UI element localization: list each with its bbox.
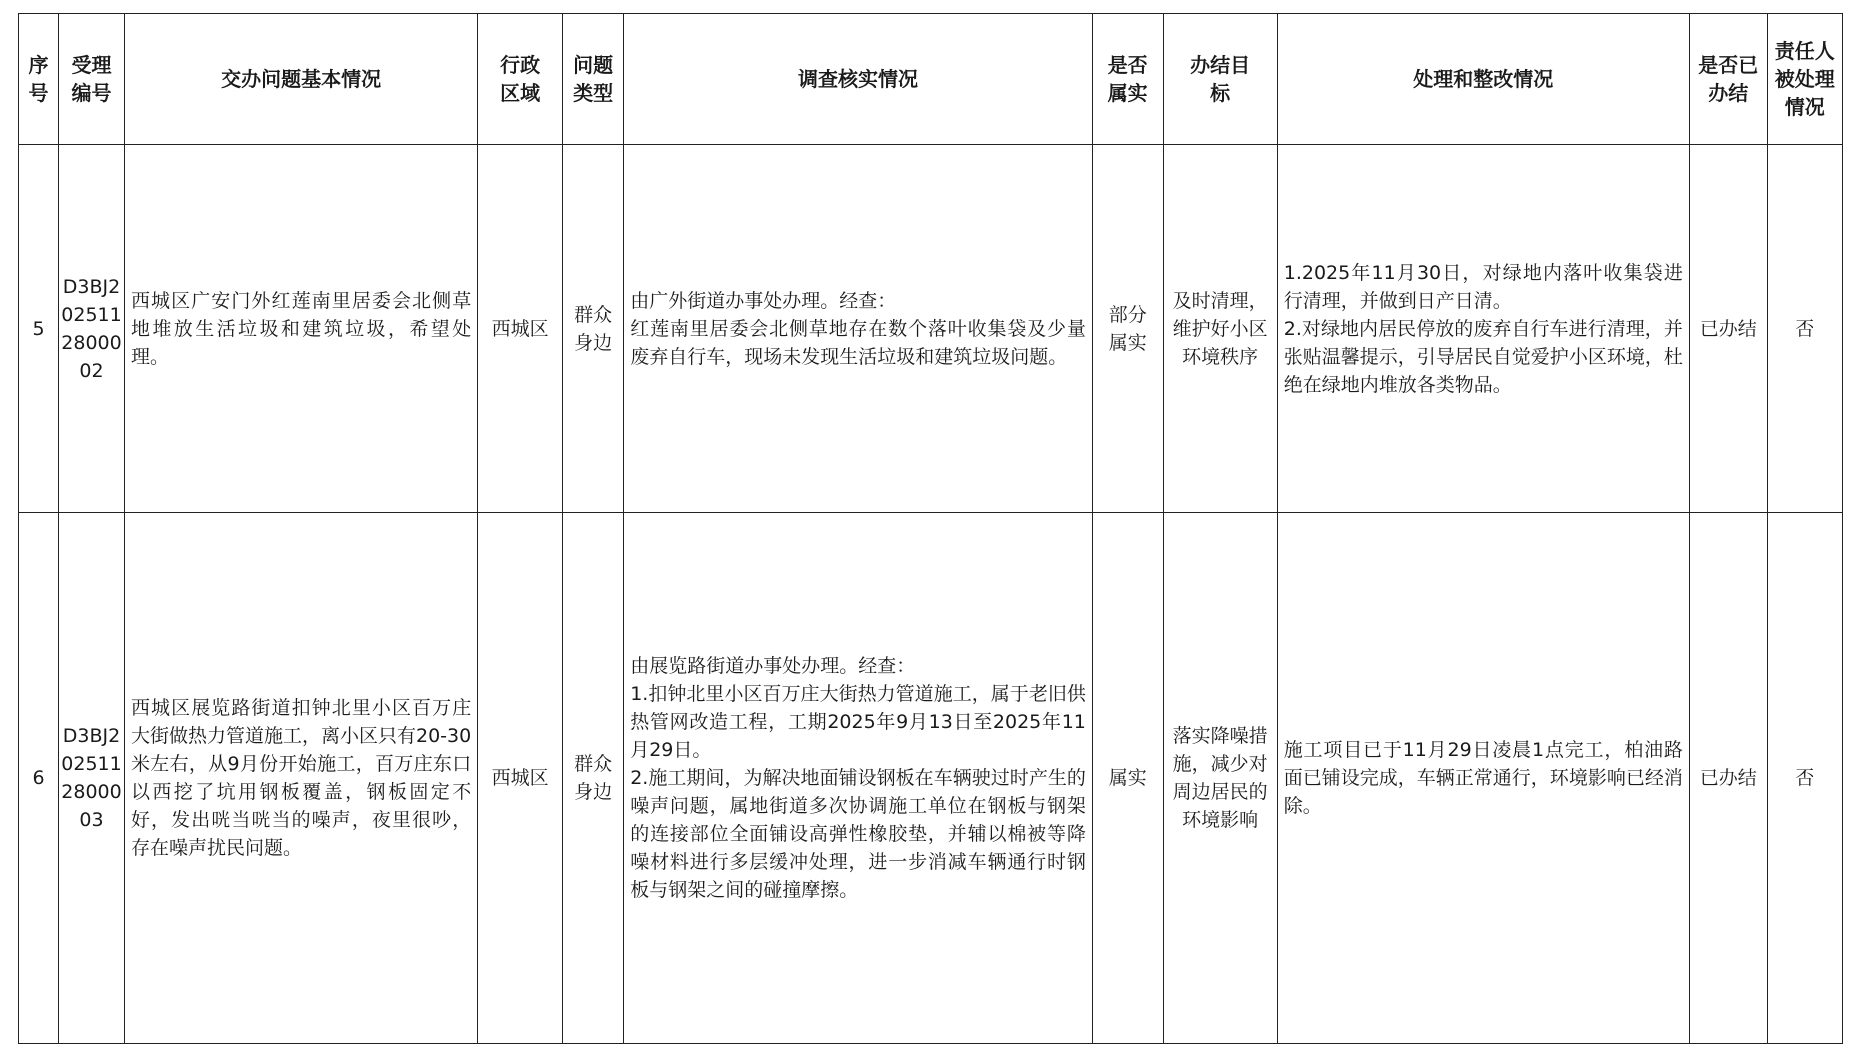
investigation-line: 由广外街道办事处办理。经查： [630, 289, 897, 312]
cell-investigation [624, 145, 1093, 513]
header-row [19, 14, 1843, 145]
investigation-line: 由展览路街道办事处办理。经查： [630, 655, 916, 677]
cell-closed: 已办结 [1689, 513, 1767, 1044]
cell-punished: 否 [1767, 145, 1842, 513]
handling-line: 1.2025年11月30日，对绿地内落叶收集袋进行清理，并做到日产日清。 [1283, 261, 1683, 312]
cell-investigation [624, 513, 1093, 1044]
table-header [19, 14, 1843, 145]
header-handling: 处理和整改情况 [1277, 14, 1689, 145]
cell-district: 西城区 [478, 513, 563, 1044]
cell-case-no: D3BJ2025112800003 [59, 513, 125, 1044]
investigation-line: 2.施工期间，为解决地面铺设钢板在车辆驶过时产生的噪声问题，属地街道多次协调施工单位在钢板与钢架的连接部位全面铺设高弹性橡胶垫，并辅以棉被等降噪材料进行多层缓冲处理，进一步消减车辆通行时钢板与钢架之间的碰撞摩擦。 [630, 767, 1086, 901]
cell-punished: 否 [1767, 513, 1842, 1044]
header-goal: 办结目标 [1163, 14, 1277, 145]
header-is-true: 是否属实 [1092, 14, 1163, 145]
cell-district: 西城区 [478, 145, 563, 513]
cell-case-no: D3BJ2025112800002 [59, 145, 125, 513]
cell-type: 群众身边 [563, 513, 624, 1044]
cell-handling [1277, 513, 1689, 1044]
cell-goal: 落实降噪措施，减少对周边居民的环境影响 [1163, 513, 1277, 1044]
cell-handling [1277, 145, 1689, 513]
header-punished: 责任人被处理情况 [1767, 14, 1842, 145]
header-district: 行政区域 [478, 14, 563, 145]
cell-problem: 西城区广安门外红莲南里居委会北侧草地堆放生活垃圾和建筑垃圾，希望处理。 [124, 145, 477, 513]
header-case-no: 受理编号 [59, 14, 125, 145]
header-problem: 交办问题基本情况 [124, 14, 477, 145]
cell-problem: 西城区展览路街道扣钟北里小区百万庄大街做热力管道施工，离小区只有20-30米左右，从9月份开始施工，百万庄东口以西挖了坑用钢板覆盖，钢板固定不好，发出咣当咣当的噪声，夜里很吵，存在噪声扰民问题。 [124, 513, 477, 1044]
cell-goal: 及时清理，维护好小区环境秩序 [1163, 145, 1277, 513]
cell-type: 群众身边 [563, 145, 624, 513]
table-row [19, 145, 1843, 513]
header-closed: 是否已办结 [1689, 14, 1767, 145]
investigation-line: 红莲南里居委会北侧草地存在数个落叶收集袋及少量废弃自行车，现场未发现生活垃圾和建筑垃圾问题。 [630, 317, 1086, 368]
cell-closed: 已办结 [1689, 145, 1767, 513]
header-seq: 序号 [19, 14, 59, 145]
investigation-line: 1.扣钟北里小区百万庄大街热力管道施工，属于老旧供热管网改造工程，工期2025年9月13日至2025年11月29日。 [630, 683, 1086, 761]
cell-seq: 6 [19, 513, 59, 1044]
table-body [19, 145, 1843, 1044]
header-investigation: 调查核实情况 [624, 14, 1093, 145]
cell-is-true: 属实 [1092, 513, 1163, 1044]
cell-seq: 5 [19, 145, 59, 513]
case-table [18, 13, 1843, 1044]
table-row [19, 513, 1843, 1044]
handling-line: 2.对绿地内居民停放的废弃自行车进行清理，并张贴温馨提示，引导居民自觉爱护小区环境，杜绝在绿地内堆放各类物品。 [1283, 317, 1683, 396]
handling-line: 施工项目已于11月29日凌晨1点完工，柏油路面已铺设完成，车辆正常通行，环境影响已经消除。 [1283, 739, 1683, 817]
header-type: 问题类型 [563, 14, 624, 145]
cell-is-true: 部分属实 [1092, 145, 1163, 513]
